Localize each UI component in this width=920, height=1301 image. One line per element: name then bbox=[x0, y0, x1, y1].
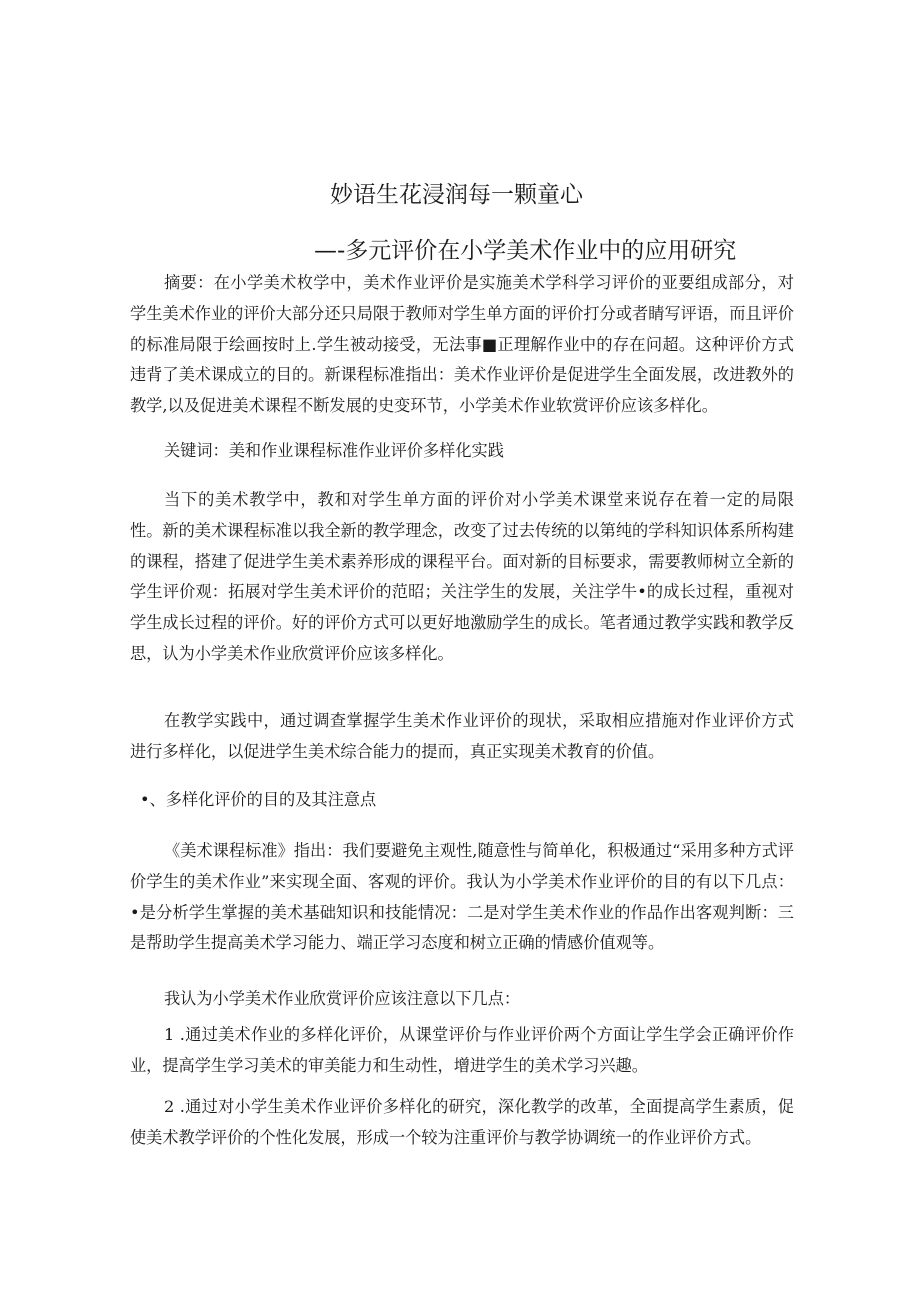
body-paragraph-3: 《美术课程标准》指出：我们要避免主观性,随意性与简单化，积极通过“采用多种方式评价学生的美术作业”来实现全面、客观的评价。我认为小学美术作业评价的目的有以下几点：•是分析学生掌握的美术基础知识和技能情况：二是对学生美术作业的作品作出客观判断：三是帮助学生提高美术学习能力、端正学习态度和树立正确的情感价值观等。 bbox=[130, 841, 794, 953]
body-paragraph-2: 在教学实践中，通过调查掌握学生美术作业评价的现状，采取相应措施对作业评价方式进行多样化，以促进学生美术综合能力的提而，真正实现美术教育的价值。 bbox=[130, 711, 794, 761]
section-heading-1: •、多样化评价的目的及其注意点 bbox=[140, 790, 377, 809]
abstract-paragraph: 摘要：在小学美术枚学中，美术作业评价是实施美术学科学习评价的亚要组成部分，对学生美术作业的评价大部分还只局限于教师对学生单方面的评价打分或者睛写评语，而且评价的标准局限于绘画按时上.学生被动接受，无法事■正理解作业中的存在问超。这种评价方式违背了美术课成立的目的。新课程标准指出：美术作业评价是促进学生全面发展，改进教外的教学,以及促进美术课程不断发展的史变环节，小学美术作业软赏评价应该多样化。 bbox=[130, 273, 794, 416]
list-item-2: 2 .通过对小学生美术作业评价多样化的研究，深化教学的改革，全面提高学生素质，促使美术教学评价的个性化发展，形成一个较为注重评价与教学协调统一的作业评价方式。 bbox=[130, 1097, 794, 1147]
document-subtitle: —-多元评价在小学美术作业中的应用研究 bbox=[314, 238, 737, 264]
keywords-line: 关键词：美和作业课程标准作业评价多样化实践 bbox=[164, 441, 504, 460]
body-paragraph-4: 我认为小学美术作业欣赏评价应该注意以下几点： bbox=[164, 989, 521, 1008]
list-item-1: 1 .通过美术作业的多样化评价，从课堂评价与作业评价两个方面让学生学会正确评价作业，提高学生学习美术的审美能力和生动性，增进学生的美术学习兴趣。 bbox=[130, 1025, 794, 1075]
body-paragraph-1: 当下的美术教学中，教和对学生单方面的评价对小学美术课堂来说存在着一定的局限性。新的美术课程标准以我全新的教学理念，改变了过去传统的以第纯的学科知识体系所构建的课程，搭建了促进学生美术素养形成的课程平台。面对新的目标要求，需要教师树立全新的学生评价观：拓展对学生美术评价的范昭；关注学生的发展，关注学牛•的成长过程，重视对学生成长过程的评价。好的评价方式可以更好地激励学生的成长。笔者通过教学实践和教学反思，认为小学美术作业欣赏评价应该多样化。 bbox=[130, 490, 794, 663]
document-title: 妙语生花浸润每一颗童心 bbox=[330, 182, 583, 208]
